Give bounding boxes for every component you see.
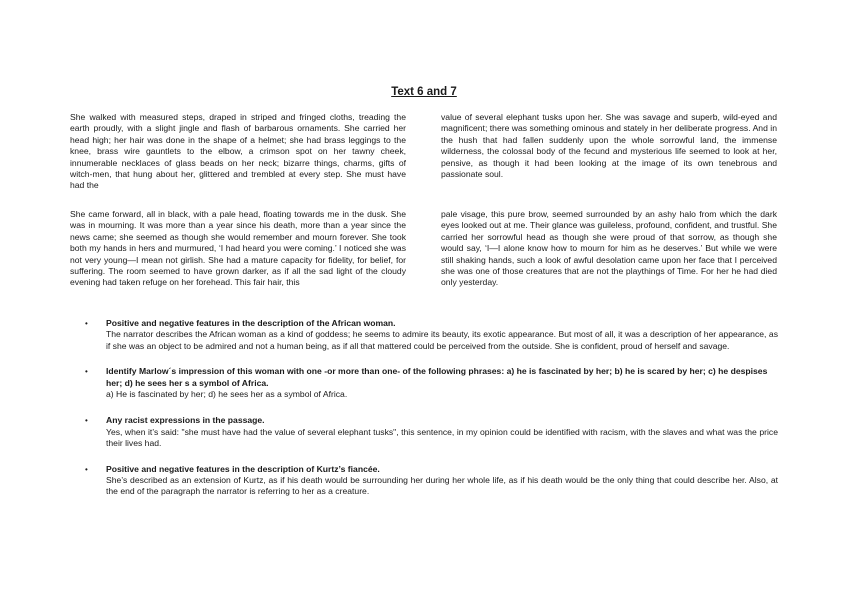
question-list — [85, 318, 778, 498]
passage-1-left-column: She walked with measured steps, draped in striped and fringed cloths, treading the earth proudly, with a slight jingle and flash of barbarous ornaments. She carried her head high; her hair was done in the shape of a helmet; she had brass leggings to the knee, brass wire gauntlets to the elbow, a crimson spot on her tawny cheek, innumerable necklaces of glass beads on her neck; bizarre things, charms, gifts of witch-men, that hung about her, glittered and trembled at every step. She must have had the — [70, 112, 406, 191]
answer-text: a) He is fascinated by her; d) he sees her as a symbol of Africa. — [106, 389, 348, 400]
question-item — [85, 415, 778, 449]
question-text: Positive and negative features in the description of the African woman. — [106, 318, 396, 328]
bullet-icon: • — [85, 319, 88, 328]
answer-text: Yes, when it’s said: "she must have had the value of several elephant tusks", this sentence, in my opinion could be identified with racism, with the slaves and what was the price their lives had. — [106, 426, 778, 449]
question-item — [85, 366, 778, 400]
bullet-icon: • — [85, 464, 88, 474]
bullet-icon: • — [85, 416, 88, 426]
question-item — [85, 318, 778, 352]
passage-2-right-column: pale visage, this pure brow, seemed surrounded by an ashy halo from which the dark eyes looked out at me. Their glance was guileless, profound, confident, and trustful. She carried her sorrowful head as though she were proud of that sorrow, as though she would say, ‘I—I alone know how to mourn for him as he deserves.’ But while we were still shaking hands, such a look of awful desolation came upon her face that I perceived she was one of those creatures that are not the playthings of Time. For her he had died only yesterday. — [441, 209, 777, 288]
passage-2-left-column: She came forward, all in black, with a pale head, floating towards me in the dusk. She was in mourning. It was more than a year since his death, more than a year since the news came; she seemed as though she would remember and mourn forever. She took both my hands in hers and murmured, ‘I had heard you were coming.’ I noticed she was not very young—I mean not girlish. She had a mature capacity for fidelity, for belief, for suffering. The room seemed to have grown darker, as if all the sad light of the cloudy evening had taken refuge on her forehead. This fair hair, this — [70, 209, 406, 288]
bullet-icon: • — [85, 367, 88, 377]
answer-text: The narrator describes the African woman as a kind of goddess; he seems to admire its beauty, its exotic appearance. But most of all, it was a description of her appearance, as if she was an object to be admired and not a human being, as if all that mattered could be perceived from the outside. She is confident, proud of herself and savage. — [106, 329, 778, 351]
passage-1-right-column: value of several elephant tusks upon her. She was savage and superb, wild-eyed and magnificent; there was something ominous and stately in her deliberate progress. And in the hush that had fallen suddenly upon the whole sorrowful land, the immense wilderness, the colossal body of the fecund and mysterious life seemed to look at her, pensive, as though it had been looking at the image of its own tenebrous and passionate soul. — [441, 112, 777, 180]
question-text: Identify Marlow´s impression of this woman with one -or more than one- of the following phrases: a) he is fascinated by her; b) he is scared by her; c) he despises her; d) he sees her s a symbol of Africa. — [106, 366, 768, 388]
page-title: Text 6 and 7 — [391, 86, 457, 98]
question-text: Any racist expressions in the passage. — [106, 415, 265, 426]
question-item — [85, 463, 778, 498]
answer-text: She’s described as an extension of Kurtz, as if his death would be surrounding her during her whole life, as if his death would be the only thing that could describe her. Also, at the end of the paragraph the narrator is referring to her as a creature. — [106, 475, 778, 497]
question-text: Positive and negative features in the description of Kurtz’s fiancée. — [106, 463, 380, 474]
